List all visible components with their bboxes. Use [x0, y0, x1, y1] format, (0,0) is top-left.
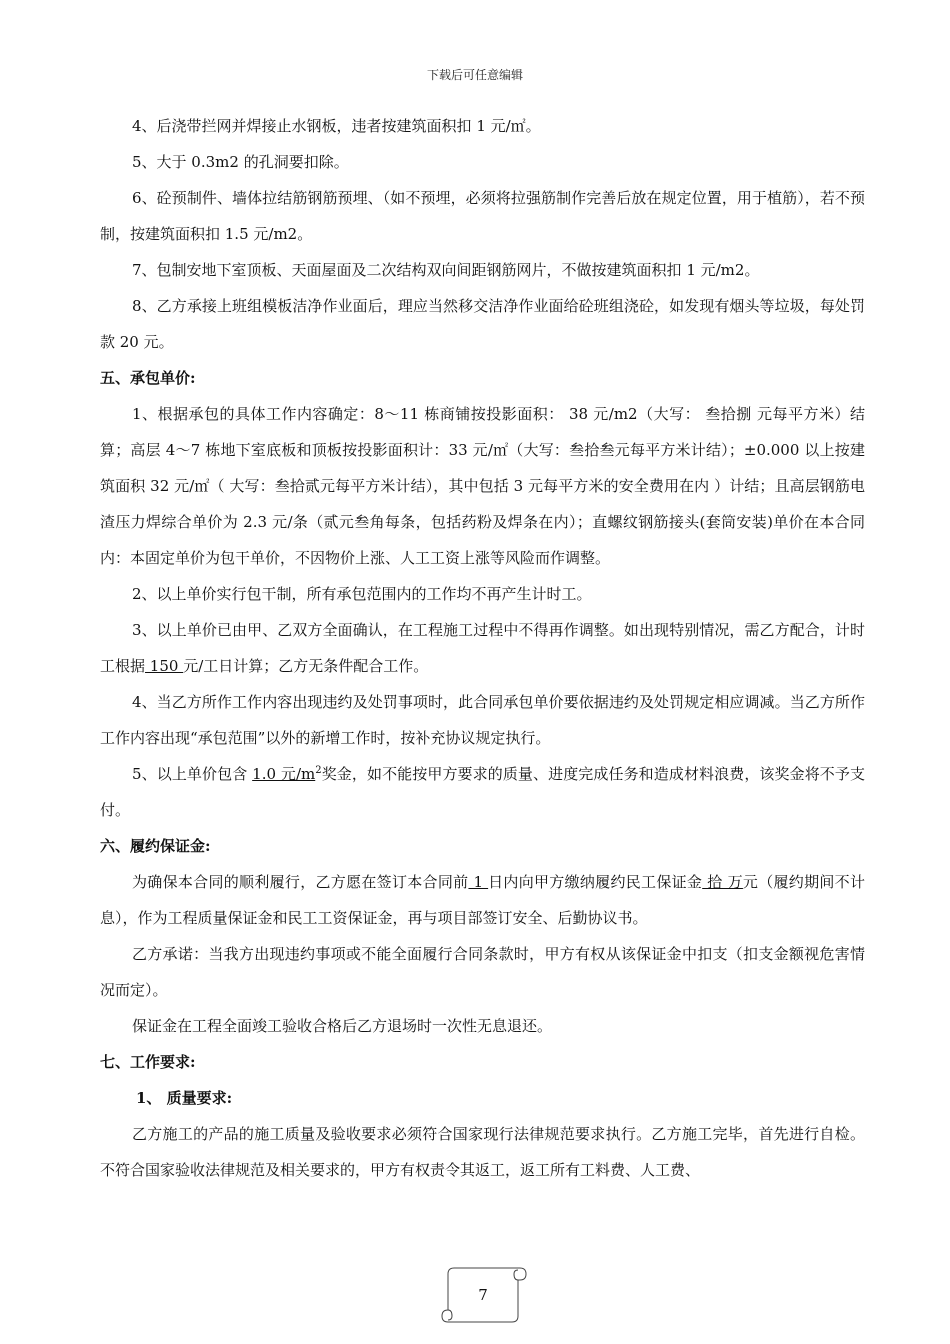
section-6-title: 六、履约保证金: [100, 837, 211, 855]
clause-3-text-a: 3、以上单价已由甲、乙双方全面确认，在工程施工过程中不得再作调整。如出现特别情况，需乙方配合，计时工根据 [100, 621, 865, 675]
unit-price-clause-3 [100, 612, 865, 684]
deposit-text-c: 元（履约期间不计息），作为工程质量保证金和民工工资保证金，再与项目部签订安全、后勤协议书。 [100, 873, 865, 927]
deposit-paragraph-1 [100, 864, 865, 936]
deposit-text-b: 日内向甲方缴纳履约民工保证金 [488, 873, 703, 891]
clause-5-text-a: 5、以上单价包含 [132, 765, 253, 783]
section-5-title: 五、承包单价: [100, 369, 196, 387]
deposit-paragraph-2: 乙方承诺：当我方出现违约事项或不能全面履行合同条款时，甲方有权从该保证金中扣支（扣支金额视危害情况而定）。 [100, 945, 865, 999]
deposit-amount-value: 拾 万 [702, 873, 743, 891]
clause-7: 7、包制安地下室顶板、天面屋面及二次结构双向间距钢筋网片，不做按建筑面积扣 1 元/m2。 [132, 261, 760, 279]
clause-4: 4、后浇带拦网并焊接止水钢板，违者按建筑面积扣 1 元/㎡。 [132, 117, 541, 135]
unit-price-clause-4: 4、当乙方所作工作内容出现违约及处罚事项时，此合同承包单价要依据违约及处罚规定相应调减。当乙方所作工作内容出现“承包范围”以外的新增工作时，按补充协议规定执行。 [100, 693, 865, 747]
clause-8: 8、乙方承接上班组模板洁净作业面后，理应当然移交洁净作业面给砼班组浇砼，如发现有烟头等垃圾，每处罚款 20 元。 [100, 297, 865, 351]
clause-5: 5、大于 0.3m2 的孔洞要扣除。 [132, 153, 349, 171]
clause-3-text-b: 元/工日计算；乙方无条件配合工作。 [183, 657, 429, 675]
clause-6: 6、砼预制件、墙体拉结筋钢筋预埋、（如不预埋，必须将拉强筋制作完善后放在规定位置，用于植筋），若不预制，按建筑面积扣 1.5 元/m2。 [100, 189, 865, 243]
unit-price-clause-5 [100, 756, 865, 828]
quality-paragraph: 乙方施工的产品的施工质量及验收要求必须符合国家现行法律规范要求执行。乙方施工完毕，首先进行自检。不符合国家验收法律规范及相关要求的，甲方有权责令其返工，返工所有工料费、人工费、 [100, 1125, 865, 1179]
unit-price-clause-1: 1、根据承包的具体工作内容确定：8～11 栋商铺按投影面积： 38 元/m2（大写： 叁拾捌 元每平方米）结算；高层 4～7 栋地下室底板和顶板按投影面积计：33 元/㎡（大写：叁拾叁元每平方米计结）；±0.000 以上按建筑面积 32 元/㎡（ 大写：叁拾贰元每平方米计结），其中包括 3 元每平方米的安全费用在内 ）计结；且高层钢筋电渣压力焊综合单价为 2.3 元/条（贰元叁角每条，包括药粉及焊条在内）；直螺纹钢筋接头(套筒安装)单价在本合同内：本固定单价为包干单价，不因物价上涨、人工工资上涨等风险而作调整。 [100, 405, 865, 567]
deposit-text-a: 为确保本合同的顺利履行，乙方愿在签订本合同前 [132, 873, 469, 891]
page-header: 下载后可任意编辑 [426, 68, 523, 82]
day-rate-value: 150 [145, 657, 184, 675]
page-number: 7 [478, 1286, 488, 1304]
bonus-unit-sup: 2 [315, 765, 322, 776]
deposit-paragraph-3: 保证金在工程全面竣工验收合格后乙方退场时一次性无息退还。 [132, 1017, 553, 1035]
deposit-days-value: 1 [468, 873, 489, 891]
quality-subheading: 1、 质量要求: [136, 1089, 233, 1107]
clause-5-text-b: 奖金，如不能按甲方要求的质量、进度完成任务和造成材料浪费，该奖金将不予支付。 [100, 765, 865, 819]
document-body [100, 108, 865, 1188]
unit-price-clause-2: 2、以上单价实行包干制，所有承包范围内的工作均不再产生计时工。 [132, 585, 592, 603]
bonus-value: 1.0 元/m [252, 765, 316, 783]
section-7-title: 七、工作要求: [100, 1053, 196, 1071]
